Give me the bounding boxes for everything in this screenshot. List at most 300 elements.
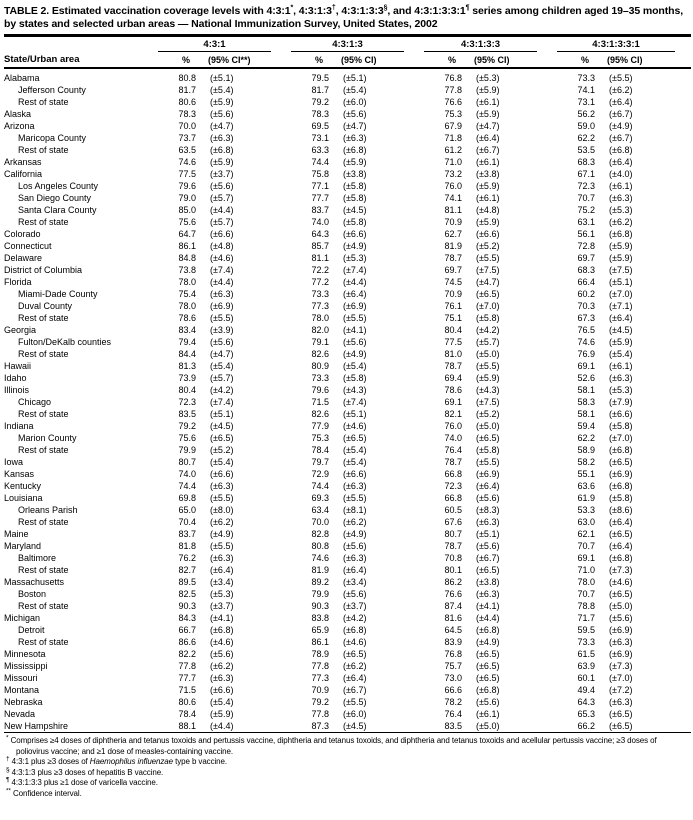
- percent-cell: 65.3: [577, 709, 596, 719]
- percent-cell: 78.8: [577, 601, 596, 611]
- ci-cell: (±6.6): [210, 229, 234, 239]
- area-cell: Arizona: [4, 121, 35, 131]
- table-row: [4, 240, 691, 252]
- percent-cell: 63.0: [577, 517, 596, 527]
- table-row: [4, 456, 691, 468]
- footnote-text: 4:3:1 plus ≥3 doses of: [11, 757, 90, 766]
- table-row: [4, 612, 691, 624]
- percent-cell: 67.1: [577, 169, 596, 179]
- ci-cell: (±6.2): [609, 85, 633, 95]
- ci-cell: (±5.3): [609, 205, 633, 215]
- percent-cell: 81.0: [444, 349, 462, 359]
- percent-cell: 69.5: [311, 121, 329, 131]
- percent-cell: 74.6: [577, 337, 596, 347]
- percent-column-header: %: [553, 52, 597, 68]
- series-group-header-row: [4, 38, 691, 52]
- ci-cell: (±7.5): [609, 265, 633, 275]
- area-cell: Idaho: [4, 373, 27, 383]
- area-cell: Rest of state: [18, 517, 69, 527]
- table-row: [4, 360, 691, 372]
- percent-cell: 64.5: [444, 625, 462, 635]
- percent-cell: 77.8: [444, 85, 462, 95]
- area-cell: Minnesota: [4, 649, 46, 659]
- footnote: [6, 765, 691, 779]
- area-cell: Chicago: [18, 397, 52, 407]
- percent-cell: 80.7: [444, 529, 462, 539]
- table-row: [4, 84, 691, 96]
- ci-cell: (±5.6): [343, 337, 367, 347]
- percent-cell: 85.7: [311, 241, 329, 251]
- percent-cell: 83.8: [311, 613, 329, 623]
- percent-cell: 67.6: [444, 517, 462, 527]
- percent-cell: 70.0: [311, 517, 329, 527]
- ci-cell: (±6.1): [476, 193, 500, 203]
- table-row: [4, 468, 691, 480]
- percent-cell: 74.1: [577, 85, 596, 95]
- ci-cell: (±6.8): [343, 625, 367, 635]
- area-cell: Nevada: [4, 709, 36, 719]
- percent-cell: 64.3: [311, 229, 329, 239]
- ci-cell: (±5.6): [210, 181, 234, 191]
- series-group-header-4-3-1: [154, 38, 287, 52]
- ci-cell: (±6.7): [343, 685, 367, 695]
- percent-column-header: %: [154, 52, 198, 68]
- percent-cell: 60.5: [444, 505, 462, 515]
- percent-cell: 77.2: [311, 277, 329, 287]
- percent-cell: 52.6: [577, 373, 596, 383]
- percent-cell: 86.1: [311, 637, 329, 647]
- table-row: [4, 168, 691, 180]
- percent-cell: 82.1: [444, 409, 462, 419]
- ci-cell: (±7.0): [476, 301, 500, 311]
- percent-cell: 62.2: [577, 133, 596, 143]
- percent-cell: 58.9: [577, 445, 596, 455]
- table-row: [4, 348, 691, 360]
- ci-cell: (±4.4): [210, 277, 234, 287]
- percent-cell: 78.2: [444, 697, 462, 707]
- ci-cell: (±6.4): [609, 541, 633, 551]
- percent-cell: 64.7: [178, 229, 196, 239]
- percent-cell: 66.8: [444, 493, 462, 503]
- percent-cell: 74.5: [444, 277, 462, 287]
- ci-cell: (±8.3): [476, 505, 500, 515]
- ci-cell: (±6.8): [476, 685, 500, 695]
- percent-cell: 73.3: [577, 73, 596, 83]
- ci-cell: (±5.6): [476, 541, 500, 551]
- percent-cell: 71.5: [178, 685, 196, 695]
- percent-cell: 79.7: [311, 457, 329, 467]
- ci-cell: (±5.9): [210, 97, 234, 107]
- ci-cell: (±4.1): [476, 601, 500, 611]
- ci-cell: (±6.9): [343, 301, 367, 311]
- table-row: [4, 504, 691, 516]
- series-group-header-4-3-1-3: [287, 38, 420, 52]
- percent-cell: 80.1: [444, 565, 462, 575]
- percent-cell: 73.3: [311, 373, 329, 383]
- percent-cell: 60.2: [577, 289, 596, 299]
- percent-cell: 69.1: [577, 553, 596, 563]
- ci-cell: (±6.3): [210, 481, 234, 491]
- ci-cell: (±5.2): [476, 241, 500, 251]
- table-row: [4, 264, 691, 276]
- ci-cell: (±6.4): [609, 97, 633, 107]
- ci-cell: (±5.5): [343, 493, 367, 503]
- footnote-marker: †: [6, 755, 10, 763]
- table-row: [4, 528, 691, 540]
- percent-cell: 78.3: [311, 109, 329, 119]
- area-cell: Rest of state: [18, 409, 69, 419]
- area-cell: San Diego County: [18, 193, 92, 203]
- percent-cell: 80.8: [311, 541, 329, 551]
- table-row: [4, 156, 691, 168]
- ci-cell: (±5.3): [609, 385, 633, 395]
- area-cell: Rest of state: [18, 637, 69, 647]
- percent-cell: 87.3: [311, 721, 329, 731]
- table-row: [4, 192, 691, 204]
- area-cell: Boston: [18, 589, 47, 599]
- ci-cell: (±7.2): [609, 685, 633, 695]
- area-cell: Rest of state: [18, 145, 69, 155]
- ci-cell: (±4.4): [210, 205, 234, 215]
- percent-cell: 59.0: [577, 121, 596, 131]
- percent-cell: 73.7: [178, 133, 196, 143]
- area-cell: Michigan: [4, 613, 41, 623]
- percent-cell: 61.2: [444, 145, 462, 155]
- ci-cell: (±6.8): [609, 553, 633, 563]
- percent-cell: 79.4: [178, 337, 196, 347]
- column-header-row: [4, 52, 691, 68]
- percent-cell: 76.2: [178, 553, 196, 563]
- ci-cell: (±7.4): [343, 265, 367, 275]
- ci-cell: (±4.5): [609, 325, 633, 335]
- ci-column-header: (95% CI): [464, 52, 553, 68]
- percent-cell: 78.4: [311, 445, 329, 455]
- percent-cell: 61.9: [577, 493, 596, 503]
- percent-cell: 80.4: [444, 325, 462, 335]
- percent-cell: 72.3: [178, 397, 196, 407]
- percent-cell: 78.0: [577, 577, 596, 587]
- percent-cell: 78.6: [178, 313, 196, 323]
- percent-cell: 77.7: [178, 673, 196, 683]
- ci-cell: (±5.5): [476, 457, 500, 467]
- ci-cell: (±5.1): [476, 529, 500, 539]
- percent-cell: 81.6: [444, 613, 462, 623]
- ci-cell: (±5.8): [343, 373, 367, 383]
- ci-cell: (±6.8): [609, 145, 633, 155]
- percent-cell: 62.2: [577, 433, 596, 443]
- ci-cell: (±8.0): [210, 505, 234, 515]
- percent-cell: 79.2: [311, 97, 329, 107]
- percent-cell: 63.6: [577, 481, 596, 491]
- ci-cell: (±6.5): [476, 565, 500, 575]
- title-text: , 4:3:1:3: [293, 5, 332, 17]
- table-row: [4, 648, 691, 660]
- percent-cell: 79.6: [178, 181, 196, 191]
- percent-column-header: %: [287, 52, 331, 68]
- table-row: [4, 312, 691, 324]
- ci-cell: (±6.5): [476, 673, 500, 683]
- footnote: [6, 786, 691, 800]
- percent-cell: 75.2: [577, 205, 596, 215]
- footnote-text: 4:3:1:3:3 plus ≥1 dose of varicella vaccine.: [11, 778, 158, 787]
- table-row: [4, 68, 691, 84]
- percent-cell: 81.9: [444, 241, 462, 251]
- ci-cell: (±4.2): [343, 613, 367, 623]
- ci-cell: (±5.8): [343, 217, 367, 227]
- percent-cell: 76.8: [444, 649, 462, 659]
- area-cell: Orleans Parish: [18, 505, 78, 515]
- area-cell: Marion County: [18, 433, 77, 443]
- percent-cell: 58.2: [577, 457, 596, 467]
- ci-cell: (±6.3): [210, 289, 234, 299]
- percent-cell: 55.1: [577, 469, 596, 479]
- percent-cell: 78.4: [178, 709, 196, 719]
- ci-cell: (±6.4): [609, 313, 633, 323]
- ci-cell: (±4.1): [343, 325, 367, 335]
- area-cell: Alaska: [4, 109, 32, 119]
- ci-cell: (±8.6): [609, 505, 633, 515]
- ci-cell: (±7.5): [476, 397, 500, 407]
- ci-cell: (±5.5): [210, 541, 234, 551]
- ci-cell: (±5.1): [609, 277, 633, 287]
- table-row: [4, 588, 691, 600]
- ci-cell: (±6.2): [343, 517, 367, 527]
- footnote-text: 4:3:1:3 plus ≥3 doses of hepatitis B vaccine.: [11, 767, 164, 777]
- ci-column-header: (95% CI): [331, 52, 420, 68]
- ci-cell: (±5.3): [210, 589, 234, 599]
- title-footnote-marker: §: [383, 4, 388, 12]
- percent-cell: 70.4: [178, 517, 196, 527]
- title-footnote-marker: †: [331, 4, 336, 12]
- table-row: [4, 336, 691, 348]
- ci-cell: (±6.3): [343, 133, 367, 143]
- ci-cell: (±5.9): [210, 709, 234, 719]
- ci-cell: (±4.7): [476, 277, 500, 287]
- ci-cell: (±4.3): [476, 385, 500, 395]
- area-cell: Alabama: [4, 73, 40, 83]
- ci-cell: (±6.5): [609, 721, 633, 731]
- ci-cell: (±5.7): [210, 373, 234, 383]
- table-row: [4, 384, 691, 396]
- percent-cell: 89.2: [311, 577, 329, 587]
- table-body: [4, 68, 691, 733]
- ci-cell: (±5.1): [343, 73, 367, 83]
- percent-cell: 76.0: [444, 181, 462, 191]
- vaccination-coverage-table: [4, 38, 691, 733]
- state-urban-area-header: State/Urban area: [4, 52, 154, 68]
- ci-cell: (±5.9): [609, 241, 633, 251]
- percent-cell: 78.9: [311, 649, 329, 659]
- ci-cell: (±5.0): [476, 349, 500, 359]
- percent-cell: 72.9: [311, 469, 329, 479]
- percent-cell: 78.7: [444, 541, 462, 551]
- percent-cell: 77.9: [311, 421, 329, 431]
- percent-cell: 72.2: [311, 265, 329, 275]
- percent-cell: 80.9: [311, 361, 329, 371]
- percent-cell: 84.4: [178, 349, 196, 359]
- percent-cell: 49.4: [577, 685, 596, 695]
- area-cell: Kansas: [4, 469, 35, 479]
- ci-cell: (±6.5): [476, 289, 500, 299]
- percent-cell: 81.9: [311, 565, 329, 575]
- ci-cell: (±5.0): [476, 721, 500, 731]
- ci-cell: (±6.6): [609, 409, 633, 419]
- area-cell: Nebraska: [4, 697, 43, 707]
- series-group-label: 4:3:1:3:3:1: [557, 39, 675, 52]
- table-row: [4, 120, 691, 132]
- percent-column-header: %: [420, 52, 464, 68]
- area-cell: Massachusetts: [4, 577, 65, 587]
- ci-cell: (±5.5): [210, 313, 234, 323]
- ci-cell: (±6.6): [343, 229, 367, 239]
- table-row: [4, 300, 691, 312]
- percent-cell: 82.5: [178, 589, 196, 599]
- percent-cell: 79.1: [311, 337, 329, 347]
- percent-cell: 90.3: [178, 601, 196, 611]
- series-group-header-4-3-1-3-3: [420, 38, 553, 52]
- ci-cell: (±6.7): [609, 133, 633, 143]
- ci-cell: (±4.5): [343, 205, 367, 215]
- percent-cell: 66.8: [444, 469, 462, 479]
- percent-cell: 83.5: [444, 721, 462, 731]
- ci-cell: (±4.1): [210, 613, 234, 623]
- percent-cell: 70.7: [577, 589, 596, 599]
- ci-cell: (±5.9): [210, 157, 234, 167]
- ci-cell: (±6.5): [609, 589, 633, 599]
- ci-cell: (±6.5): [609, 529, 633, 539]
- ci-cell: (±6.5): [476, 433, 500, 443]
- ci-cell: (±6.6): [343, 469, 367, 479]
- table-row: [4, 372, 691, 384]
- ci-cell: (±5.6): [476, 697, 500, 707]
- area-cell: Fulton/DeKalb counties: [18, 337, 112, 347]
- percent-cell: 80.8: [178, 73, 196, 83]
- percent-cell: 78.0: [178, 277, 196, 287]
- table-row: [4, 444, 691, 456]
- percent-cell: 79.0: [178, 193, 196, 203]
- percent-cell: 77.8: [311, 661, 329, 671]
- percent-cell: 78.7: [444, 361, 462, 371]
- percent-cell: 68.3: [577, 265, 596, 275]
- percent-cell: 63.1: [577, 217, 596, 227]
- ci-cell: (±6.8): [210, 145, 234, 155]
- ci-cell: (±4.7): [210, 121, 234, 131]
- percent-cell: 73.8: [178, 265, 196, 275]
- percent-cell: 77.5: [178, 169, 196, 179]
- area-cell: Illinois: [4, 385, 30, 395]
- percent-cell: 76.4: [444, 709, 462, 719]
- ci-cell: (±6.5): [210, 433, 234, 443]
- area-cell: Detroit: [18, 625, 45, 635]
- area-cell: Maricopa County: [18, 133, 87, 143]
- table-row: [4, 396, 691, 408]
- ci-cell: (±5.9): [476, 373, 500, 383]
- ci-column-header: (95% CI**): [198, 52, 287, 68]
- area-cell: Colorado: [4, 229, 41, 239]
- table-row: [4, 432, 691, 444]
- table-row: [4, 228, 691, 240]
- title-text: , 4:3:1:3:3: [335, 5, 384, 17]
- percent-cell: 75.3: [311, 433, 329, 443]
- percent-cell: 66.6: [444, 685, 462, 695]
- ci-cell: (±3.4): [210, 577, 234, 587]
- area-cell: Rest of state: [18, 445, 69, 455]
- percent-cell: 87.4: [444, 601, 462, 611]
- series-group-label: 4:3:1: [158, 39, 271, 52]
- ci-cell: (±4.9): [343, 349, 367, 359]
- percent-cell: 61.5: [577, 649, 596, 659]
- ci-cell: (±5.6): [210, 649, 234, 659]
- footnote-marker: **: [6, 786, 11, 794]
- percent-cell: 79.9: [178, 445, 196, 455]
- footnote-text: Confidence interval.: [12, 788, 82, 798]
- table-row: [4, 516, 691, 528]
- percent-cell: 82.8: [311, 529, 329, 539]
- percent-cell: 71.5: [311, 397, 329, 407]
- ci-cell: (±7.4): [343, 397, 367, 407]
- percent-cell: 56.2: [577, 109, 596, 119]
- percent-cell: 75.8: [311, 169, 329, 179]
- ci-cell: (±6.5): [476, 649, 500, 659]
- percent-cell: 70.7: [577, 193, 596, 203]
- title-footnote-marker: *: [290, 4, 294, 12]
- ci-cell: (±3.8): [476, 169, 500, 179]
- percent-cell: 75.4: [178, 289, 196, 299]
- percent-cell: 76.4: [444, 445, 462, 455]
- percent-cell: 69.8: [178, 493, 196, 503]
- percent-cell: 83.4: [178, 325, 196, 335]
- ci-cell: (±7.4): [210, 397, 234, 407]
- ci-cell: (±5.4): [210, 361, 234, 371]
- area-cell: Maine: [4, 529, 29, 539]
- area-cell: Missouri: [4, 673, 38, 683]
- percent-cell: 63.5: [178, 145, 196, 155]
- table-row: [4, 324, 691, 336]
- ci-cell: (±6.5): [343, 433, 367, 443]
- ci-cell: (±6.8): [476, 625, 500, 635]
- area-cell: Louisiana: [4, 493, 43, 503]
- ci-cell: (±6.4): [343, 289, 367, 299]
- area-cell: Georgia: [4, 325, 37, 335]
- ci-cell: (±5.8): [476, 445, 500, 455]
- percent-cell: 77.3: [311, 301, 329, 311]
- ci-cell: (±4.6): [609, 577, 633, 587]
- ci-cell: (±5.7): [210, 193, 234, 203]
- percent-cell: 82.6: [311, 349, 329, 359]
- percent-cell: 62.7: [444, 229, 462, 239]
- ci-cell: (±6.2): [609, 217, 633, 227]
- percent-cell: 59.5: [577, 625, 596, 635]
- ci-cell: (±6.1): [476, 97, 500, 107]
- percent-cell: 71.0: [577, 565, 596, 575]
- percent-cell: 76.8: [444, 73, 462, 83]
- ci-cell: (±5.1): [210, 409, 234, 419]
- percent-cell: 75.6: [178, 433, 196, 443]
- area-cell: Santa Clara County: [18, 205, 97, 215]
- percent-cell: 68.3: [577, 157, 596, 167]
- table-row: [4, 96, 691, 108]
- group-header-spacer: [4, 38, 154, 52]
- ci-cell: (±4.4): [343, 277, 367, 287]
- percent-cell: 70.9: [444, 289, 462, 299]
- percent-cell: 74.6: [178, 157, 196, 167]
- table-row: [4, 480, 691, 492]
- footnote-italic-text: Haemophilus influenzae: [89, 757, 173, 766]
- percent-cell: 82.0: [311, 325, 329, 335]
- percent-cell: 76.6: [444, 97, 462, 107]
- ci-cell: (±6.4): [343, 565, 367, 575]
- ci-cell: (±5.9): [476, 109, 500, 119]
